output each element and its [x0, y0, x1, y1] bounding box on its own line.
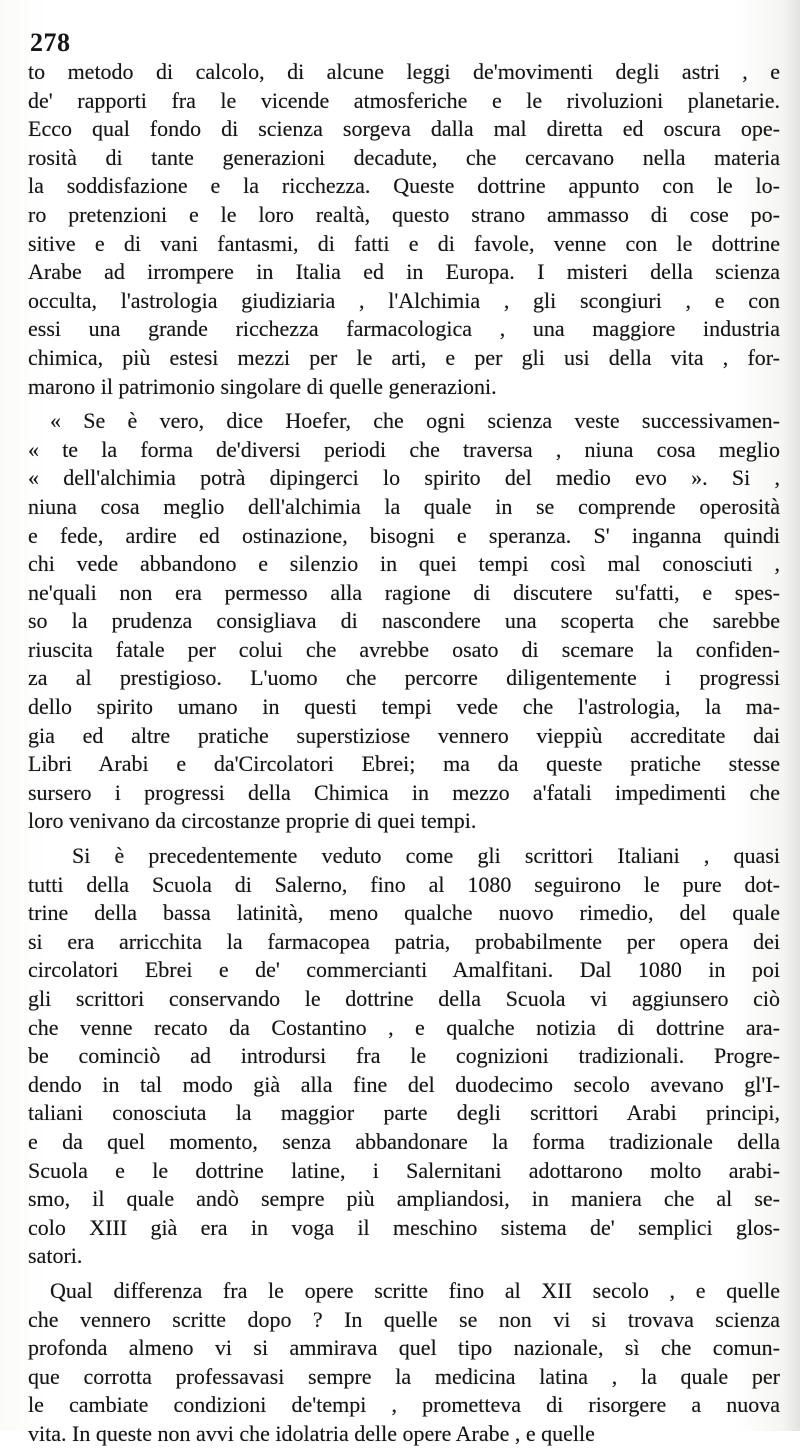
- text-line: gli scrittori conservando le dottrine della Scuola vi aggiunsero ciò: [28, 986, 780, 1011]
- body-text: [28, 58, 780, 1449]
- text-line: le cambiate condizioni de'tempi , prometteva di risorgere a nuova: [28, 1392, 780, 1418]
- text-line: circolatori Ebrei e de' commercianti Amalfitani. Dal 1080 in poi: [28, 957, 780, 983]
- text-line: vita. In queste non avvi che idolatria delle opere Arabe , e quelle: [28, 1420, 595, 1446]
- text-line: chi vede abbandono e silenzio in quei tempi così mal conosciuti ,: [28, 551, 780, 577]
- text-line: taliani conosciuta la maggior parte degli scrittori Arabi principi,: [28, 1100, 780, 1126]
- text-line: Arabe ad irrompere in Italia ed in Europa. I misteri della scienza: [28, 259, 780, 285]
- text-line: profonda almeno vi si ammirava quel tipo nazionale, sì che comun-: [28, 1335, 780, 1361]
- text-line: colo XIII già era in voga il meschino sistema de' semplici glos-: [28, 1214, 780, 1240]
- text-line: gia ed altre pratiche superstiziose vennero vieppiù accreditate dai: [28, 722, 780, 748]
- text-line: to metodo di calcolo, di alcune leggi de'movimenti degli astri , e: [28, 59, 780, 84]
- text-line: rosità di tante generazioni decadute, che cercavano nella materia: [28, 144, 780, 170]
- paragraph: [28, 58, 780, 401]
- paragraph: [28, 407, 780, 836]
- text-line: be cominciò ad introdursi fra le cognizioni tradizionali. Progre-: [28, 1043, 780, 1069]
- text-line: sitive e di vani fantasmi, di fatti e di favole, venne con le dottrine: [28, 230, 780, 256]
- text-line: ro pretenzioni e le loro realtà, questo strano ammasso di cose po-: [28, 201, 780, 227]
- text-line: loro venivano da circostanze proprie di quei tempi.: [28, 808, 477, 834]
- text-line: essi una grande ricchezza farmacologica , una maggiore industria: [28, 316, 780, 342]
- text-line: trine della bassa latinità, meno qualche nuovo rimedio, del quale: [28, 900, 780, 926]
- text-line: smo, il quale andò sempre più ampliandosi, in maniera che al se-: [28, 1186, 780, 1212]
- text-line: za al prestigioso. L'uomo che percorre diligentemente i progressi: [28, 665, 780, 691]
- text-line: riuscita fatale per colui che avrebbe osato di scemare la confiden-: [28, 636, 780, 662]
- text-line: « Se è vero, dice Hoefer, che ogni scienza veste successivamen-: [50, 408, 780, 434]
- text-line: Qual differenza fra le opere scritte fino al XII secolo , e quelle: [50, 1277, 780, 1303]
- text-line: niuna cosa meglio dell'alchimia la quale in se comprende operosità: [28, 493, 780, 519]
- paragraph: [28, 1277, 780, 1449]
- text-line: occulta, l'astrologia giudiziaria , l'Alchimia , gli scongiuri , e con: [28, 287, 780, 313]
- text-line: marono il patrimonio singolare di quelle generazioni.: [28, 373, 497, 399]
- text-line: si era arricchita la farmacopea patria, probabilmente per opera dei: [28, 928, 780, 954]
- text-line: che vennero scritte dopo ? In quelle se non vi si trovava scienza: [28, 1306, 780, 1332]
- page-number: 278: [30, 28, 71, 57]
- text-line: dendo in tal modo già alla fine del duodecimo secolo avevano gl'I-: [28, 1071, 780, 1097]
- text-line: « dell'alchimia potrà dipingerci lo spirito del medio evo ». Si ,: [28, 465, 780, 491]
- text-line: Scuola e le dottrine latine, i Salernitani adottarono molto arabi-: [28, 1157, 780, 1183]
- text-line: tutti della Scuola di Salerno, fino al 1080 seguirono le pure dot-: [28, 871, 780, 897]
- text-line: chimica, più estesi mezzi per le arti, e per gli usi della vita , for-: [28, 344, 780, 370]
- text-line: Libri Arabi e da'Circolatori Ebrei; ma da queste pratiche stesse: [28, 751, 780, 777]
- page-edge-shadow: [782, 0, 800, 1431]
- text-line: dello spirito umano in questi tempi vede che l'astrologia, la ma-: [28, 694, 780, 720]
- text-line: que corrotta professavasi sempre la medicina latina , la quale per: [28, 1363, 780, 1389]
- text-line: sursero i progressi della Chimica in mezzo a'fatali impedimenti che: [28, 779, 780, 805]
- text-line: Ecco qual fondo di scienza sorgeva dalla mal diretta ed oscura ope-: [28, 116, 780, 142]
- text-line: de' rapporti fra le vicende atmosferiche e le rivoluzioni planetarie.: [28, 87, 780, 113]
- text-line: satori.: [28, 1243, 83, 1269]
- text-line: la soddisfazione e la ricchezza. Queste dottrine appunto con le lo-: [28, 173, 780, 199]
- text-line: so la prudenza consigliava di nascondere una scoperta che sarebbe: [28, 608, 780, 634]
- text-line: « te la forma de'diversi periodi che traversa , niuna cosa meglio: [28, 436, 780, 462]
- text-line: che venne recato da Costantino , e qualche notizia di dottrine ara-: [28, 1014, 780, 1040]
- text-line: ne'quali non era permesso alla ragione di discutere su'fatti, e spes-: [28, 579, 780, 605]
- text-line: e fede, ardire ed ostinazione, bisogni e speranza. S' inganna quindi: [28, 522, 780, 548]
- text-line: Si è precedentemente veduto come gli scrittori Italiani , quasi: [72, 843, 780, 869]
- paragraph: [28, 842, 780, 1271]
- text-line: e da quel momento, senza abbandonare la forma tradizionale della: [28, 1128, 780, 1154]
